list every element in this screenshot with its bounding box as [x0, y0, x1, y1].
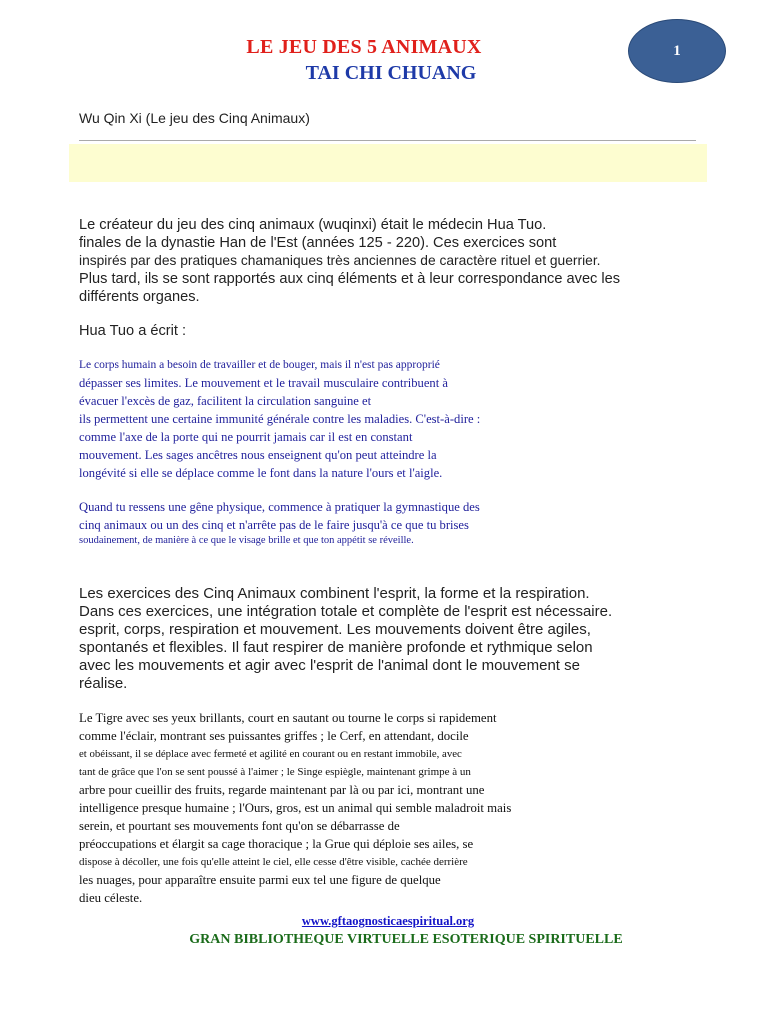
intro-paragraph [79, 216, 697, 306]
text-line: Le créateur du jeu des cinq animaux (wuqinxi) était le médecin Hua Tuo. [79, 217, 547, 233]
text-line: spontanés et flexibles. Il faut respirer de manière profonde et rythmique selon [79, 639, 593, 656]
text-line: dispose à décoller, une fois qu'elle atteint le ciel, elle cesse d'être visible, cachée derrière [79, 856, 468, 868]
text-line: Dans ces exercices, une intégration totale et complète de l'esprit est nécessaire. [79, 603, 613, 620]
hua-tuo-label: Hua Tuo a écrit : [79, 323, 187, 339]
library-name: GRAN BIBLIOTHEQUE VIRTUELLE ESOTERIQUE SPIRITUELLE [189, 932, 623, 947]
document-subtitle: TAI CHI CHUANG [305, 62, 477, 84]
text-line: inspirés par des pratiques chamaniques très anciennes de caractère rituel et guerrier. [79, 253, 601, 268]
text-line: préoccupations et élargit sa cage thoracique ; la Grue qui déploie ses ailes, se [79, 837, 474, 851]
text-line: et obéissant, il se déplace avec fermeté et agilité en courant ou en restant immobile, avec [79, 748, 462, 760]
text-line: Plus tard, ils se sont rapportés aux cinq éléments et à leur correspondance avec les [79, 271, 621, 287]
text-line: comme l'éclair, montrant ses puissantes griffes ; le Cerf, en attendant, docile [79, 729, 469, 743]
text-line: tant de grâce que l'on se sent poussé à l'aimer ; le Singe espiègle, maintenant grimpe à un [79, 766, 471, 778]
quote-paragraph-1 [79, 356, 599, 482]
quote-line: Le corps humain a besoin de travailler et de bouger, mais il n'est pas approprié [79, 359, 440, 371]
text-line: esprit, corps, respiration et mouvement. Les mouvements doivent être agiles, [79, 621, 591, 638]
page-number: 1 [673, 42, 681, 59]
quote-line: longévité si elle se déplace comme le font dans la nature l'ours et l'aigle. [79, 466, 443, 480]
text-line: serein, et pourtant ses mouvements font qu'on se débarrasse de [79, 819, 400, 833]
text-line: différents organes. [79, 289, 200, 305]
text-line: réalise. [79, 675, 128, 692]
quote-paragraph-2 [79, 498, 599, 548]
text-line: les nuages, pour apparaître ensuite parmi eux tel une figure de quelque [79, 873, 441, 887]
exercises-paragraph [79, 585, 697, 693]
animals-paragraph [79, 709, 599, 907]
page-number-badge [628, 19, 726, 83]
quote-line: comme l'axe de la porte qui ne pourrit jamais car il est en constant [79, 430, 413, 444]
quote-line: ils permettent une certaine immunité générale contre les maladies. C'est-à-dire : [79, 412, 481, 426]
highlight-band [69, 144, 707, 182]
text-line: arbre pour cueillir des fruits, regarde maintenant par là ou par ici, montrant une [79, 783, 485, 797]
quote-line: évacuer l'excès de gaz, facilitent la circulation sanguine et [79, 394, 372, 408]
quote-line: cinq animaux ou un des cinq et n'arrête pas de le faire jusqu'à ce que tu brises [79, 518, 469, 532]
text-line: avec les mouvements et agir avec l'esprit de l'animal dont le mouvement se [79, 657, 580, 674]
document-title: LE JEU DES 5 ANIMAUX [246, 36, 482, 58]
quote-line: dépasser ses limites. Le mouvement et le travail musculaire contribuent à [79, 376, 448, 390]
text-line: intelligence presque humaine ; l'Ours, gros, est un animal qui semble maladroit mais [79, 801, 512, 815]
text-line: Le Tigre avec ses yeux brillants, court en sautant ou tourne le corps si rapidement [79, 711, 497, 725]
quote-line: mouvement. Les sages ancêtres nous enseignent qu'on peut atteindre la [79, 448, 437, 462]
divider [79, 140, 696, 141]
text-line: dieu céleste. [79, 891, 143, 905]
website-link[interactable]: www.gftaognosticaespiritual.org [301, 914, 475, 928]
quote-line: Quand tu ressens une gêne physique, commence à pratiquer la gymnastique des [79, 500, 480, 514]
quote-line: soudainement, de manière à ce que le visage brille et que ton appétit se réveille. [79, 535, 414, 546]
text-line: finales de la dynastie Han de l'Est (années 125 - 220). Ces exercices sont [79, 235, 557, 251]
section-heading: Wu Qin Xi (Le jeu des Cinq Animaux) [79, 110, 310, 126]
text-line: Les exercices des Cinq Animaux combinent l'esprit, la forme et la respiration. [79, 585, 590, 602]
